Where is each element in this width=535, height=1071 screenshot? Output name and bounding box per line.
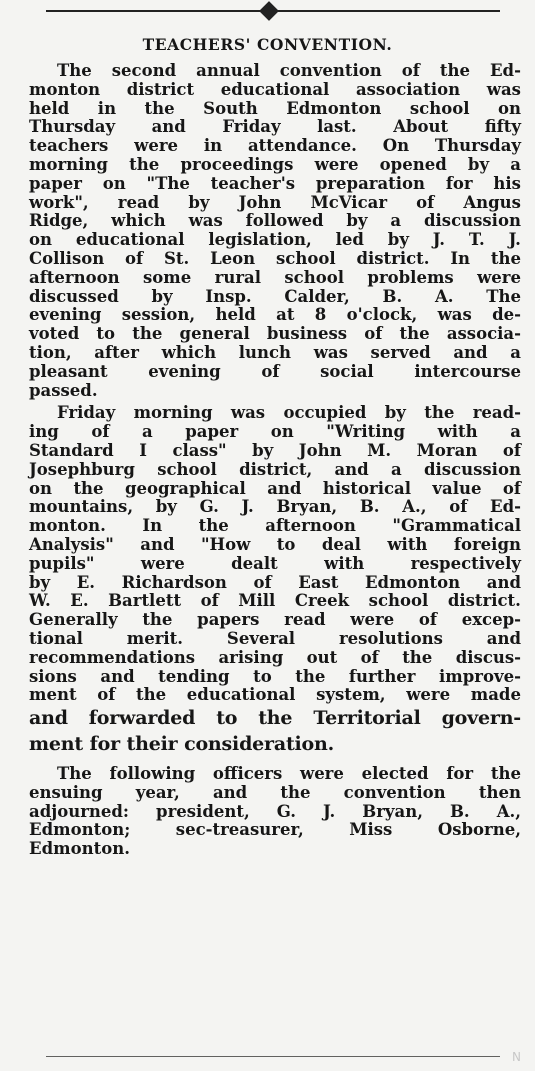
- text-line: Thursday and Friday last. About fifty: [29, 117, 521, 137]
- text-line: work", read by John McVicar of Angus: [29, 192, 521, 212]
- text-line: mountains, by G. J. Bryan, B. A., of Ed-: [29, 497, 521, 517]
- text-line: on the geographical and historical value of: [29, 478, 521, 498]
- text-line: monton district educational association was: [29, 79, 521, 99]
- text-line: The following officers were elected for the: [57, 764, 521, 784]
- text-line: monton. In the afternoon "Grammatical: [29, 516, 521, 536]
- article-title: TEACHERS' CONVENTION.: [142, 35, 393, 54]
- text-line: Edmonton; sec-treasurer, Miss Osborne,: [29, 820, 521, 840]
- paragraph-3: [29, 765, 521, 859]
- text-line: W. E. Bartlett of Mill Creek school district.: [29, 591, 521, 611]
- paragraph-1: [29, 62, 521, 400]
- text-line: and forwarded to the Territorial govern-: [29, 707, 521, 730]
- text-line: Friday morning was occupied by the read-: [57, 403, 521, 423]
- text-line: Ridge, which was followed by a discussion: [29, 211, 521, 231]
- text-line: discussed by Insp. Calder, B. A. The: [29, 286, 521, 306]
- text-line: tion, after which lunch was served and a: [29, 342, 521, 362]
- paragraph-2: [29, 404, 521, 757]
- text-line: Standard I class" by John M. Moran of: [29, 440, 521, 460]
- text-line: paper on "The teacher's preparation for his: [29, 173, 521, 193]
- text-line: pleasant evening of social intercourse: [29, 361, 521, 381]
- article-body: [29, 62, 521, 859]
- text-line: recommendations arising out of the discus-: [29, 647, 521, 667]
- diamond-ornament-icon: [259, 1, 279, 21]
- text-line: pupils" were dealt with respectively: [29, 553, 521, 573]
- text-line: held in the South Edmonton school on: [29, 98, 521, 118]
- watermark-glyph-icon: N: [512, 1050, 521, 1064]
- text-line: ing of a paper on "Writing with a: [29, 422, 521, 442]
- text-line: sions and tending to the further improve-: [29, 666, 521, 686]
- text-line: ment for their consideration.: [29, 733, 335, 756]
- text-line: The second annual convention of the Ed-: [57, 61, 521, 80]
- text-line: passed.: [29, 380, 98, 400]
- bottom-rule: [46, 1056, 500, 1057]
- text-line: tional merit. Several resolutions and: [29, 628, 521, 648]
- text-line: ensuing year, and the convention then: [29, 782, 521, 802]
- text-line: adjourned: president, G. J. Bryan, B. A.,: [29, 801, 521, 821]
- text-line: ment of the educational system, were made: [29, 685, 521, 705]
- text-line: Analysis" and "How to deal with foreign: [29, 534, 521, 554]
- text-line: morning the proceedings were opened by a: [29, 154, 521, 174]
- text-line: by E. Richardson of East Edmonton and: [29, 572, 521, 592]
- text-line: Josephburg school district, and a discussion: [29, 459, 521, 479]
- text-line: Edmonton.: [29, 839, 130, 859]
- text-line: Collison of St. Leon school district. In the: [29, 248, 521, 268]
- text-line: teachers were in attendance. On Thursday: [29, 136, 521, 156]
- text-line: evening session, held at 8 o'clock, was de-: [29, 305, 521, 325]
- text-line: on educational legislation, led by J. T. J.: [29, 230, 521, 250]
- text-line: Generally the papers read were of excep-: [29, 610, 521, 630]
- text-line: afternoon some rural school problems were: [29, 267, 521, 287]
- text-line: voted to the general business of the associa-: [29, 324, 521, 344]
